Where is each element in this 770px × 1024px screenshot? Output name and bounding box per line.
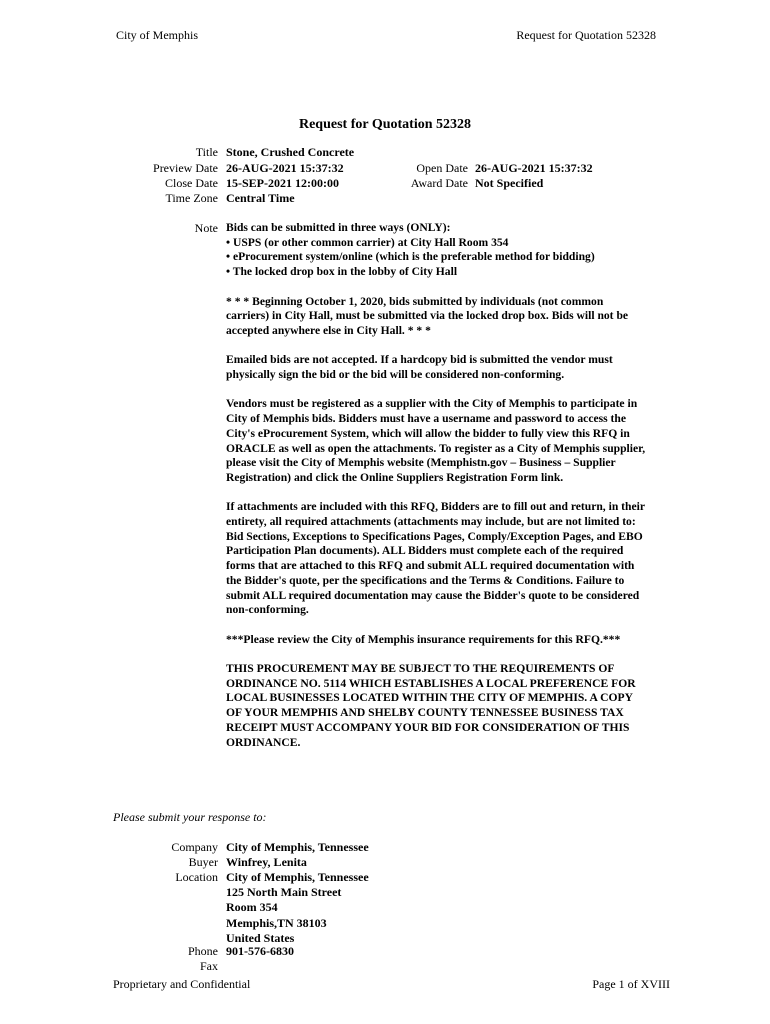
buyer-value: Winfrey, Lenita: [226, 855, 307, 869]
note-body: [226, 221, 646, 765]
location-label: Location: [175, 870, 218, 884]
close-date-value: 15-SEP-2021 12:00:00: [226, 176, 339, 190]
document-title: Request for Quotation 52328: [298, 117, 472, 132]
note-label: Note: [194, 221, 218, 235]
location-line: Memphis,TN 38103: [226, 915, 327, 930]
title-value: Stone, Crushed Concrete: [226, 145, 355, 159]
note-bullet: • eProcurement system/online (which is the preferable method for bidding): [226, 250, 595, 264]
time-zone-label: Time Zone: [165, 191, 218, 205]
close-date-label: Close Date: [165, 176, 218, 190]
note-intro: Bids can be submitted in three ways (ONLY):: [226, 221, 451, 234]
preview-date-label: Preview Date: [153, 161, 218, 175]
location-line: 125 North Main Street: [226, 885, 342, 900]
award-date-value: Not Specified: [475, 176, 544, 190]
location-line: City of Memphis, Tennessee: [226, 870, 369, 884]
note-paragraph: THIS PROCUREMENT MAY BE SUBJECT TO THE REQUIREMENTS OF ORDINANCE NO. 5114 WHICH ESTABLISHES A LOCAL PREFERENCE FOR LOCAL BUSINESSES LOCATED WITHIN THE CITY OF MEMPHIS. A COPY OF YOUR MEMPHIS AND SHELBY COUNTY TENNESSEE BUSINESS TAX RECEIPT MUST ACCOMPANY YOUR BID FOR CONSIDERATION OF THIS ORDINANCE.: [226, 662, 636, 749]
note-paragraph: Emailed bids are not accepted. If a hardcopy bid is submitted the vendor must physically sign the bid or the bid will be considered non-conforming.: [226, 353, 613, 381]
award-date-label: Award Date: [410, 176, 468, 190]
preview-date-value: 26-AUG-2021 15:37:32: [226, 161, 344, 175]
note-paragraph: * * * Beginning October 1, 2020, bids submitted by individuals (not common carriers) in City Hall, must be submitted via the locked drop box. Bids will not be accepted anywhere else in City Hall. * * *: [226, 294, 629, 337]
fax-label: Fax: [200, 959, 218, 973]
note-paragraph: Vendors must be registered as a supplier with the City of Memphis to participate in City of Memphis bids. Bidders must have a username and password to access the City's eProcurement System, which will allow the bidder to fully view this RFQ in ORACLE as well as open the attachments. To register as a City of Memphis supplier, please visit the City of Memphis website (Memphistn.gov – Business – Supplier Registration) and click the Online Suppliers Registration Form link.: [226, 397, 646, 484]
location-line: Room 354: [226, 900, 278, 915]
location-value: [226, 870, 369, 946]
note-paragraph: If attachments are included with this RFQ, Bidders are to fill out and return, in their entirety, all required attachments (attachments may include, but are not limited to: Bid Sections, Exceptions to Specifications Pages, Comply/Exception Pages, and EBO Participation Plan documents). ALL Bidders must complete each of the required forms that are attached to this RFQ and submit ALL required documentation with the Bidder's quote, per the specifications and the Terms & Conditions. Failure to submit ALL required documentation may cause the Bidder's quote to be considered non-conforming.: [226, 500, 645, 617]
footer-left: Proprietary and Confidential: [113, 977, 251, 991]
company-label: Company: [171, 840, 218, 854]
location-line: United States: [226, 930, 295, 945]
header-right: Request for Quotation 52328: [516, 28, 656, 42]
header-left: City of Memphis: [116, 28, 199, 42]
phone-label: Phone: [188, 944, 218, 958]
company-value: City of Memphis, Tennessee: [226, 840, 369, 854]
page-number: Page 1 of XVIII: [592, 977, 670, 991]
title-label: Title: [195, 145, 218, 159]
phone-value: 901-576-6830: [226, 944, 294, 958]
submit-heading: Please submit your response to:: [113, 810, 267, 824]
open-date-label: Open Date: [416, 161, 468, 175]
note-bullet: • USPS (or other common carrier) at City Hall Room 354: [226, 235, 509, 249]
buyer-label: Buyer: [188, 855, 218, 869]
open-date-value: 26-AUG-2021 15:37:32: [475, 161, 593, 175]
time-zone-value: Central Time: [226, 191, 295, 205]
note-bullet: • The locked drop box in the lobby of City Hall: [226, 265, 458, 279]
note-paragraph: ***Please review the City of Memphis insurance requirements for this RFQ.***: [226, 632, 621, 646]
